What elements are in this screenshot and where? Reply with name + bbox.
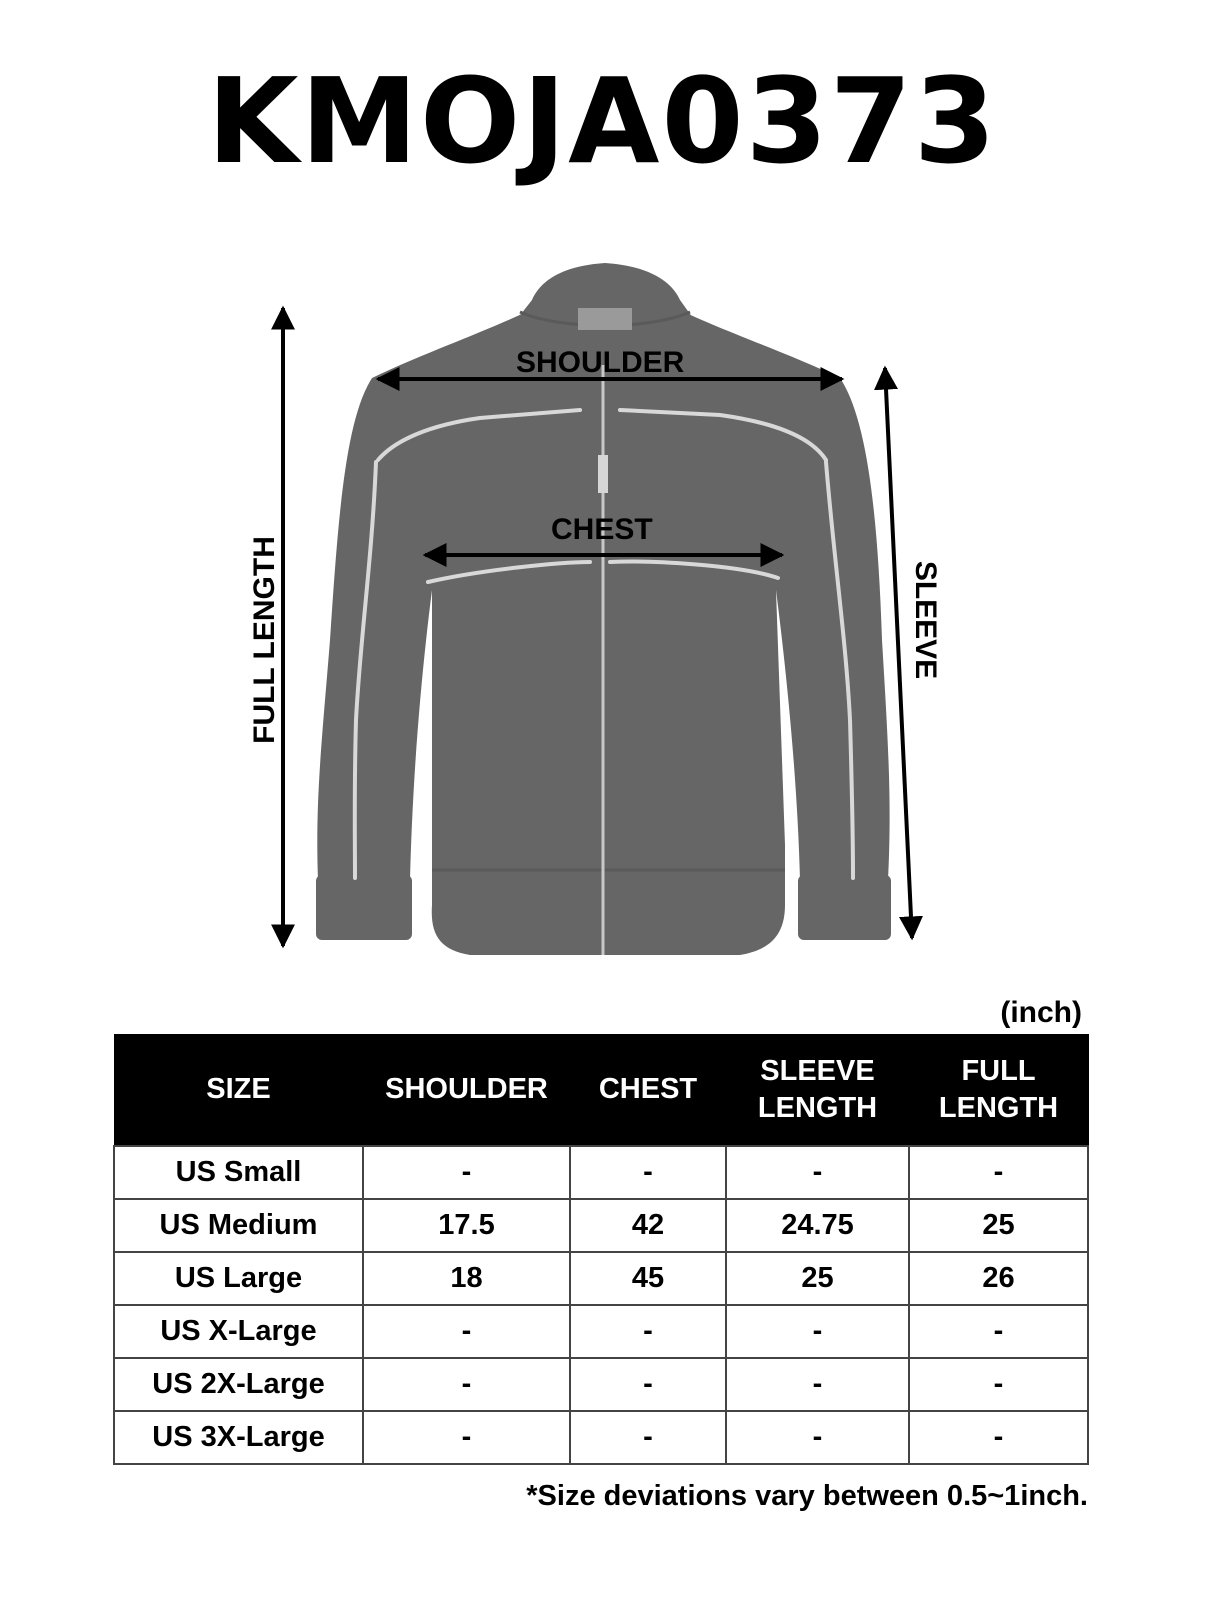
chest-cell: - (570, 1411, 726, 1464)
header-shoulder: SHOULDER (363, 1035, 570, 1147)
full-length-cell: 25 (909, 1199, 1088, 1252)
sleeve-label: SLEEVE (909, 560, 942, 680)
sleeve-length-cell: - (726, 1146, 909, 1199)
sleeve-length-cell: 25 (726, 1252, 909, 1305)
chest-cell: - (570, 1358, 726, 1411)
table-header-row (114, 1035, 1088, 1147)
shoulder-cell: 17.5 (363, 1199, 570, 1252)
shoulder-cell: - (363, 1358, 570, 1411)
chest-label: CHEST (551, 513, 653, 546)
sleeve-length-cell: - (726, 1411, 909, 1464)
table-row (114, 1252, 1088, 1305)
chest-cell: - (570, 1146, 726, 1199)
table-row (114, 1411, 1088, 1464)
shoulder-cell: 18 (363, 1252, 570, 1305)
chest-cell: 42 (570, 1199, 726, 1252)
table-row (114, 1358, 1088, 1411)
shoulder-cell: - (363, 1411, 570, 1464)
full-length-cell: 26 (909, 1252, 1088, 1305)
size-chart-table (113, 1034, 1089, 1465)
full-length-cell: - (909, 1411, 1088, 1464)
header-full-length: FULL LENGTH (909, 1035, 1088, 1147)
size-cell: US 2X-Large (114, 1358, 363, 1411)
header-size: SIZE (114, 1035, 363, 1147)
size-cell: US Medium (114, 1199, 363, 1252)
full-length-cell: - (909, 1358, 1088, 1411)
full-length-cell: - (909, 1305, 1088, 1358)
collar-tag (578, 308, 632, 330)
full-length-cell: - (909, 1146, 1088, 1199)
shoulder-label: SHOULDER (516, 346, 685, 379)
table-row (114, 1199, 1088, 1252)
chest-cell: 45 (570, 1252, 726, 1305)
shoulder-cell: - (363, 1146, 570, 1199)
sleeve-length-cell: - (726, 1305, 909, 1358)
full-length-label: FULL LENGTH (248, 536, 281, 744)
header-chest: CHEST (570, 1035, 726, 1147)
chest-cell: - (570, 1305, 726, 1358)
table-row (114, 1146, 1088, 1199)
shoulder-cell: - (363, 1305, 570, 1358)
header-sleeve-length: SLEEVE LENGTH (726, 1035, 909, 1147)
size-deviation-note: *Size deviations vary between 0.5~1inch. (526, 1480, 1088, 1512)
unit-label: (inch) (1000, 996, 1082, 1029)
size-cell: US X-Large (114, 1305, 363, 1358)
sleeve-length-cell: 24.75 (726, 1199, 909, 1252)
size-cell: US Small (114, 1146, 363, 1199)
size-cell: US Large (114, 1252, 363, 1305)
table-row (114, 1305, 1088, 1358)
product-code-title: KMOJA0373 (207, 52, 998, 190)
zipper-pull (598, 455, 608, 493)
sleeve-length-cell: - (726, 1358, 909, 1411)
size-cell: US 3X-Large (114, 1411, 363, 1464)
